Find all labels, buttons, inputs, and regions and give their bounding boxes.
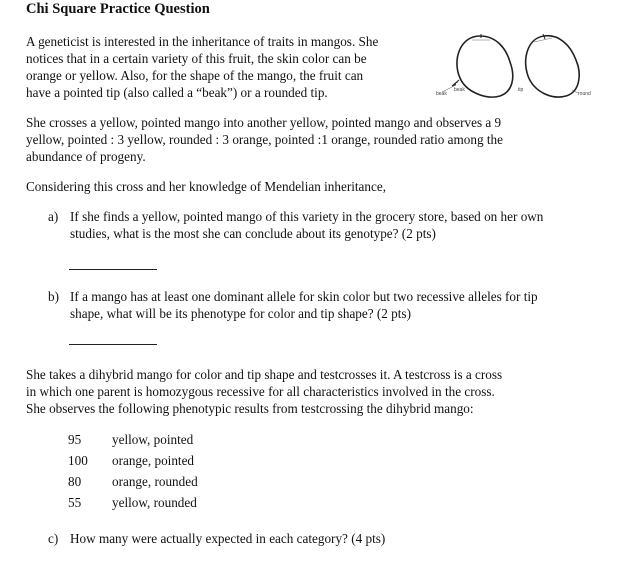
question-c-text [70, 530, 600, 547]
pointed-mango-drawing [442, 34, 513, 97]
intro-line: orange or yellow. Also, for the shape of the mango, the fruit can [26, 68, 364, 83]
question-a-label: a) [48, 209, 59, 224]
intro-line: have a pointed tip (also called a “beak”) or a rounded tip. [26, 85, 328, 100]
result-phenotype: yellow, pointed [112, 432, 194, 447]
mango-shape-figure [432, 30, 598, 102]
beak-label: beak [436, 91, 447, 97]
question-b-label: b) [48, 289, 59, 304]
intro-line: A geneticist is interested in the inheritance of traits in mangos. She [26, 34, 379, 49]
answer-b-blank[interactable] [69, 344, 157, 345]
question-line: If she finds a yellow, pointed mango of this variety in the grocery store, based on her own [70, 209, 544, 224]
result-count: 100 [68, 453, 88, 468]
testcross-line: She observes the following phenotypic results from testcrossing the dihybrid mango: [26, 401, 474, 416]
question-line: studies, what is the most she can conclude about its genotype? (2 pts) [70, 226, 436, 241]
testcross-line: in which one parent is homozygous recessive for all characteristics involved in the cross. [26, 384, 495, 399]
result-phenotype: orange, rounded [112, 474, 198, 489]
tip-label: tip [518, 87, 524, 93]
round-label: round [578, 91, 591, 97]
considering-line: Considering this cross and her knowledge of Mendelian inheritance, [26, 179, 386, 194]
result-phenotype: orange, pointed [112, 453, 195, 468]
question-c-label: c) [48, 531, 59, 546]
cross-line: abundance of progeny. [26, 149, 146, 164]
testcross-paragraph [26, 366, 586, 417]
answer-a-blank[interactable] [69, 269, 157, 270]
result-count: 95 [68, 432, 82, 447]
cross-paragraph [26, 114, 616, 165]
intro-paragraph [26, 33, 426, 101]
result-count: 80 [68, 474, 82, 489]
beak-small-label: beak [454, 87, 465, 93]
question-b-text [70, 288, 600, 322]
intro-line: notices that in a certain variety of this fruit, the skin color can be [26, 51, 367, 66]
question-line: If a mango has at least one dominant allele for skin color but two recessive alleles for tip [70, 289, 538, 304]
question-line: shape, what will be its phenotype for color and tip shape? (2 pts) [70, 306, 411, 321]
rounded-mango-drawing [526, 34, 579, 97]
cross-line: yellow, pointed : 3 yellow, rounded : 3 orange, pointed :1 orange, rounded ratio among the [26, 132, 503, 147]
question-line: How many were actually expected in each category? (4 pts) [70, 531, 386, 546]
testcross-line: She takes a dihybrid mango for color and tip shape and testcrosses it. A testcross is a cross [26, 367, 503, 382]
result-phenotype: yellow, rounded [112, 495, 197, 510]
page-title: Chi Square Practice Question [26, 1, 210, 17]
question-a-text [70, 208, 600, 242]
cross-line: She crosses a yellow, pointed mango into another yellow, pointed mango and observes a 9 [26, 115, 502, 130]
result-count: 55 [68, 495, 82, 510]
